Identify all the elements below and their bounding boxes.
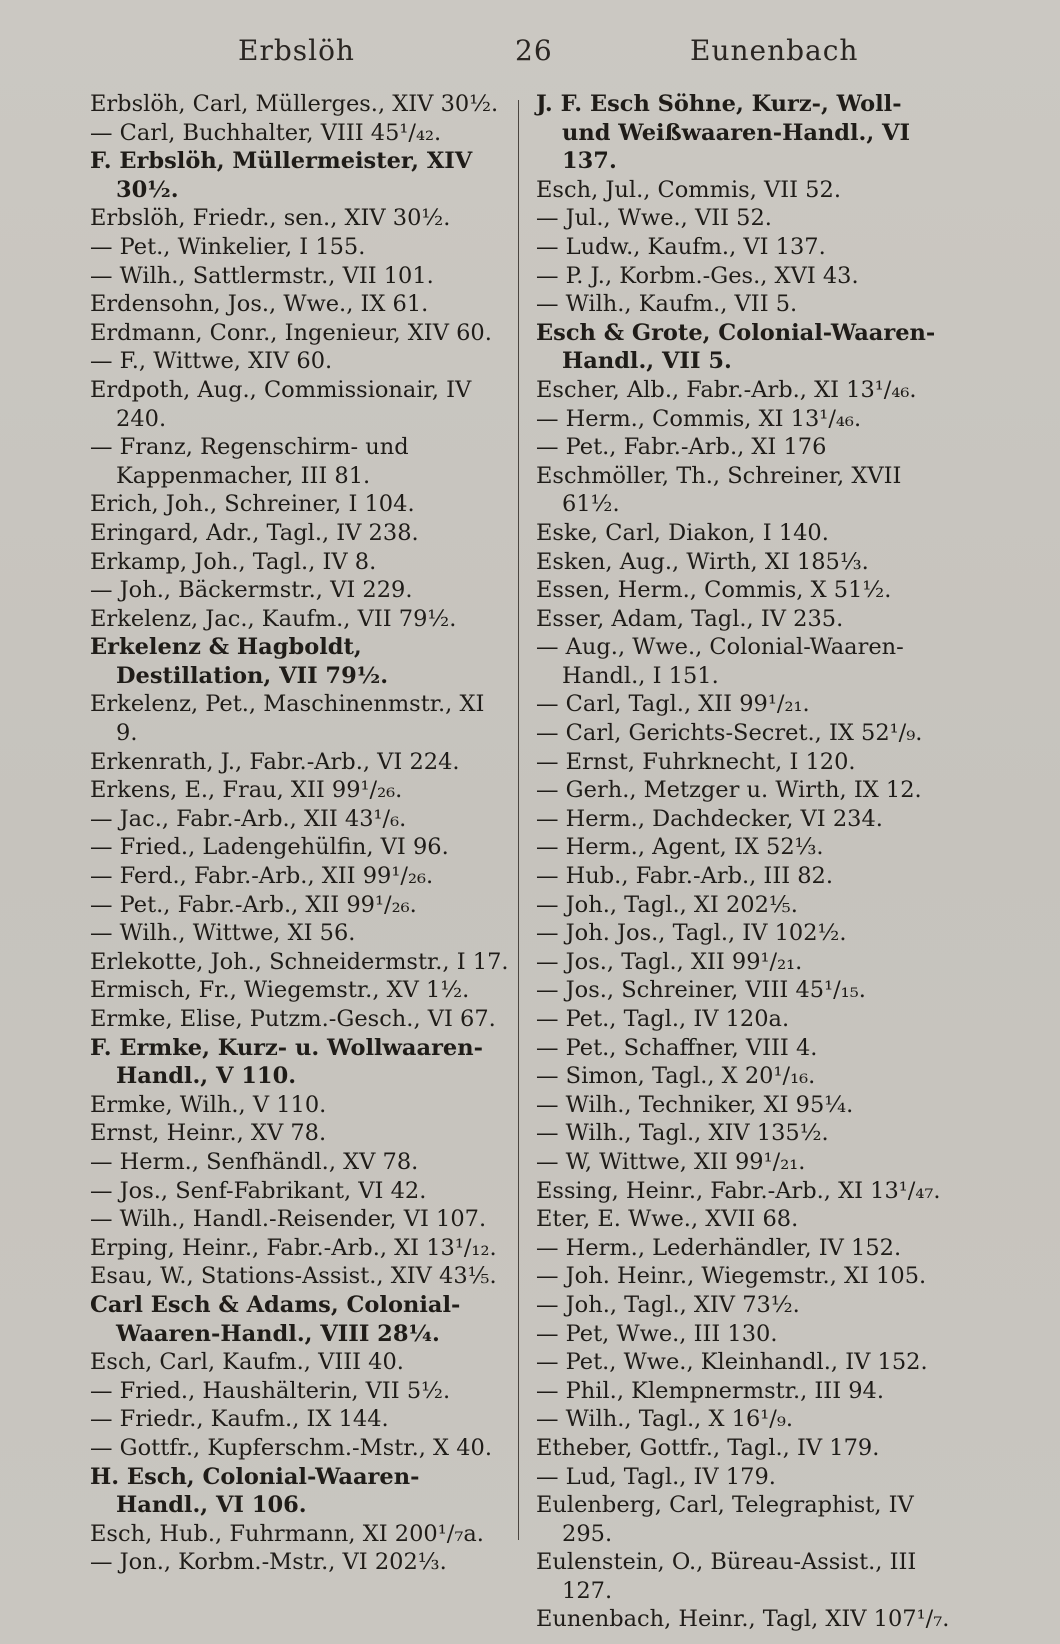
- list-item: — Jac., Fabr.-Arb., XII 43¹/₆.: [90, 805, 407, 832]
- list-item: Esch & Grote, Colonial-Waaren-Handl., VII 5.: [536, 319, 936, 375]
- list-item: — Wilh., Kaufm., VII 5.: [536, 291, 798, 318]
- list-item: — Carl, Buchhalter, VIII 45¹/₄₂.: [90, 119, 442, 146]
- list-item: Erkelenz, Pet., Maschinenmstr., XI 9.: [90, 691, 485, 747]
- list-item: H. Esch, Colonial-Waaren-Handl., VI 106.: [90, 1463, 420, 1519]
- right-column: [536, 90, 956, 1634]
- page-header: [0, 28, 1060, 78]
- list-item: — Carl, Tagl., XII 99¹/₂₁.: [536, 691, 810, 718]
- list-item: — Wilh., Handl.-Reisender, VI 107.: [90, 1206, 487, 1233]
- list-item: — Herm., Dachdecker, VI 234.: [536, 805, 883, 832]
- list-item: Etheber, Gottfr., Tagl., IV 179.: [536, 1434, 880, 1461]
- list-item: Eunenbach, Heinr., Tagl, XIV 107¹/₇.: [536, 1606, 950, 1633]
- list-item: — Franz, Regenschirm- und Kappenmacher, III 81.: [90, 434, 409, 489]
- list-item: — Joh. Jos., Tagl., IV 102½.: [536, 920, 847, 947]
- header-left-catchword: Erbslöh: [238, 34, 355, 67]
- list-item: Erdensohn, Jos., Wwe., IX 61.: [90, 291, 429, 318]
- list-item: — Ludw., Kaufm., VI 137.: [536, 233, 826, 260]
- list-item: — Fried., Haushälterin, VII 5½.: [90, 1377, 451, 1404]
- list-item: — Jos., Tagl., XII 99¹/₂₁.: [536, 948, 803, 975]
- list-item: Erping, Heinr., Fabr.-Arb., XI 13¹/₁₂.: [90, 1234, 497, 1261]
- list-item: Ermisch, Fr., Wiegemstr., XV 1½.: [90, 977, 470, 1004]
- list-item: Erdmann, Conr., Ingenieur, XIV 60.: [90, 319, 492, 346]
- list-item: — Jul., Wwe., VII 52.: [536, 205, 772, 232]
- list-item: Eringard, Adr., Tagl., IV 238.: [90, 519, 419, 546]
- list-item: — Hub., Fabr.-Arb., III 82.: [536, 863, 834, 890]
- list-item: Erkelenz & Hagboldt, Destillation, VII 79½.: [90, 634, 389, 689]
- list-item: — Ernst, Fuhrknecht, I 120.: [536, 748, 856, 775]
- list-item: Esch, Hub., Fuhrmann, XI 200¹/₇a.: [90, 1520, 484, 1547]
- column-divider: [518, 100, 519, 1540]
- list-item: — Joh., Tagl., XI 202⅕.: [536, 891, 798, 918]
- list-item: — Herm., Senfhändl., XV 78.: [90, 1148, 419, 1175]
- list-item: F. Ermke, Kurz- u. Wollwaaren-Handl., V 110.: [90, 1034, 483, 1090]
- list-item: — Pet, Wwe., III 130.: [536, 1320, 778, 1347]
- list-item: — Pet., Winkelier, I 155.: [90, 233, 366, 260]
- list-item: F. Erbslöh, Müllermeister, XIV 30½.: [90, 148, 473, 203]
- list-item: — Friedr., Kaufm., IX 144.: [90, 1406, 389, 1433]
- list-item: — Joh., Tagl., XIV 73½.: [536, 1291, 800, 1318]
- list-item: Eske, Carl, Diakon, I 140.: [536, 519, 829, 546]
- list-item: — Wilh., Sattlermstr., VII 101.: [90, 262, 434, 289]
- list-item: Ermke, Elise, Putzm.-Gesch., VI 67.: [90, 1006, 496, 1032]
- list-item: Erich, Joh., Schreiner, I 104.: [90, 491, 415, 518]
- list-item: Erkens, E., Frau, XII 99¹/₂₆.: [90, 777, 403, 804]
- list-item: — Jos., Schreiner, VIII 45¹/₁₅.: [536, 977, 866, 1004]
- list-item: — Pet., Fabr.-Arb., XI 176: [536, 434, 827, 461]
- list-item: — Pet., Fabr.-Arb., XII 99¹/₂₆.: [90, 891, 417, 918]
- list-item: Ernst, Heinr., XV 78.: [90, 1120, 327, 1147]
- list-item: Eulenstein, O., Büreau-Assist., III 127.: [536, 1549, 917, 1604]
- list-item: — Gerh., Metzger u. Wirth, IX 12.: [536, 777, 922, 804]
- list-item: Eulenberg, Carl, Telegraphist, IV 295.: [536, 1492, 914, 1547]
- page-number: 26: [515, 34, 553, 67]
- list-item: — Simon, Tagl., X 20¹/₁₆.: [536, 1063, 816, 1090]
- list-item: — Joh. Heinr., Wiegemstr., XI 105.: [536, 1263, 927, 1290]
- list-item: — Lud, Tagl., IV 179.: [536, 1463, 776, 1490]
- list-item: Esau, W., Stations-Assist., XIV 43⅕.: [90, 1263, 497, 1290]
- list-item: — Wilh., Techniker, XI 95¼.: [536, 1091, 854, 1118]
- list-item: — Joh., Bäckermstr., VI 229.: [90, 577, 413, 604]
- list-item: J. F. Esch Söhne, Kurz-, Woll- und Weißwaaren-Handl., VI 137.: [536, 91, 911, 175]
- list-item: — F., Wittwe, XIV 60.: [90, 348, 333, 375]
- list-item: — Fried., Ladengehülfin, VI 96.: [90, 834, 449, 861]
- list-item: Erbslöh, Carl, Müllerges., XIV 30½.: [90, 91, 499, 117]
- list-item: Carl Esch & Adams, Colonial-Waaren-Handl., VIII 28¼.: [90, 1291, 461, 1347]
- list-item: — Pet., Schaffner, VIII 4.: [536, 1034, 818, 1061]
- list-item: Esch, Carl, Kaufm., VIII 40.: [90, 1349, 404, 1376]
- list-item: Esser, Adam, Tagl., IV 235.: [536, 605, 844, 632]
- list-item: Eschmöller, Th., Schreiner, XVII 61½.: [536, 462, 902, 518]
- header-right-catchword: Eunenbach: [690, 34, 859, 67]
- list-item: — Herm., Agent, IX 52⅓.: [536, 834, 824, 861]
- list-item: Essing, Heinr., Fabr.-Arb., XI 13¹/₄₇.: [536, 1177, 941, 1204]
- list-item: Ermke, Wilh., V 110.: [90, 1091, 327, 1118]
- list-item: — Aug., Wwe., Colonial-Waaren-Handl., I 151.: [536, 634, 904, 689]
- list-item: — Wilh., Tagl., X 16¹/₉.: [536, 1406, 794, 1433]
- list-item: — W, Wittwe, XII 99¹/₂₁.: [536, 1148, 806, 1175]
- list-item: — P. J., Korbm.-Ges., XVI 43.: [536, 262, 859, 289]
- left-column: [90, 90, 510, 1577]
- list-item: — Pet., Tagl., IV 120a.: [536, 1006, 790, 1032]
- list-item: Esch, Jul., Commis, VII 52.: [536, 176, 841, 203]
- list-item: — Gottfr., Kupferschm.-Mstr., X 40.: [90, 1434, 492, 1461]
- list-item: — Phil., Klempnermstr., III 94.: [536, 1377, 885, 1404]
- list-item: Eter, E. Wwe., XVII 68.: [536, 1206, 799, 1233]
- list-item: — Jon., Korbm.-Mstr., VI 202⅓.: [90, 1549, 447, 1576]
- list-item: — Herm., Commis, XI 13¹/₄₆.: [536, 405, 862, 432]
- list-item: — Pet., Wwe., Kleinhandl., IV 152.: [536, 1349, 928, 1376]
- list-item: — Carl, Gerichts-Secret., IX 52¹/₉.: [536, 720, 923, 747]
- list-item: — Wilh., Tagl., XIV 135½.: [536, 1120, 829, 1147]
- list-item: Erkamp, Joh., Tagl., IV 8.: [90, 548, 377, 575]
- list-item: Esken, Aug., Wirth, XI 185⅓.: [536, 548, 869, 575]
- list-item: — Jos., Senf-Fabrikant, VI 42.: [90, 1177, 427, 1204]
- list-item: Erlekotte, Joh., Schneidermstr., I 17.: [90, 948, 509, 975]
- list-item: Essen, Herm., Commis, X 51½.: [536, 577, 892, 604]
- list-item: — Herm., Lederhändler, IV 152.: [536, 1234, 902, 1261]
- list-item: Erkelenz, Jac., Kaufm., VII 79½.: [90, 605, 457, 632]
- list-item: Erdpoth, Aug., Commissionair, IV 240.: [90, 376, 472, 432]
- list-item: — Wilh., Wittwe, XI 56.: [90, 920, 356, 947]
- list-item: Erkenrath, J., Fabr.-Arb., VI 224.: [90, 748, 460, 775]
- list-item: — Ferd., Fabr.-Arb., XII 99¹/₂₆.: [90, 863, 434, 890]
- list-item: Erbslöh, Friedr., sen., XIV 30½.: [90, 205, 451, 232]
- list-item: Escher, Alb., Fabr.-Arb., XI 13¹/₄₆.: [536, 376, 917, 403]
